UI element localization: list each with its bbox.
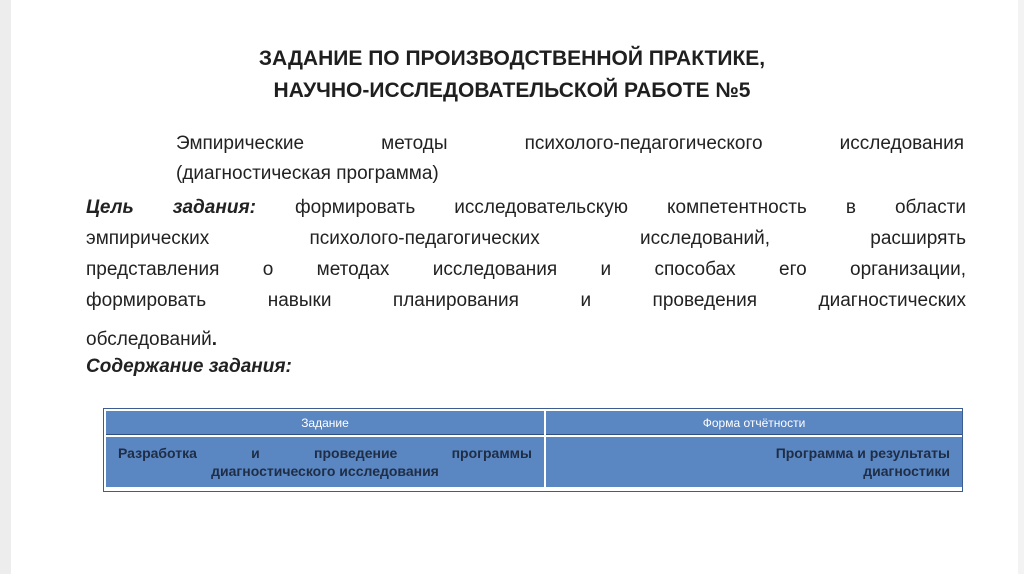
task-cell <box>105 436 545 488</box>
goal-line-3: представления о методах исследования и способах его организации, <box>86 259 966 280</box>
goal-line-2: эмпирических психолого-педагогических исследований, расширять <box>86 228 966 249</box>
task-table <box>104 409 964 489</box>
goal-line-5 <box>86 324 966 355</box>
goal-end-punctuation: . <box>211 329 218 350</box>
goal-paragraph <box>86 192 966 355</box>
table-header-task: Задание <box>105 410 545 436</box>
task-line-2: диагностического исследования <box>211 463 439 479</box>
slide-title-line-1: ЗАДАНИЕ ПО ПРОИЗВОДСТВЕННОЙ ПРАКТИКЕ, <box>258 47 766 70</box>
goal-label: Цель задания: <box>86 197 256 218</box>
report-line-2: диагностики <box>863 463 950 479</box>
table-header-row <box>105 410 963 436</box>
report-line-1: Программа и результаты <box>775 445 950 461</box>
goal-line-1-text: формировать исследовательскую компетентность в области <box>295 197 967 218</box>
goal-line-5-text: обследований <box>86 329 212 350</box>
table-header-report-form: Форма отчётности <box>545 410 963 436</box>
slide-title <box>0 43 1024 107</box>
subtitle-line-2: (диагностическая программа) <box>176 163 439 184</box>
slide-title-line-2: НАУЧНО-ИССЛЕДОВАТЕЛЬСКОЙ РАБОТЕ №5 <box>273 79 751 102</box>
report-cell <box>545 436 963 488</box>
table-row <box>105 436 963 488</box>
goal-line-1 <box>86 192 966 223</box>
subtitle-line-1: Эмпирические методы психолого-педагогического исследования <box>176 133 964 154</box>
topic-subtitle <box>176 129 964 189</box>
task-line-1: Разработка и проведение программы <box>118 445 532 461</box>
content-heading: Содержание задания: <box>86 356 292 377</box>
goal-line-4: формировать навыки планирования и проведения диагностических <box>86 290 966 311</box>
